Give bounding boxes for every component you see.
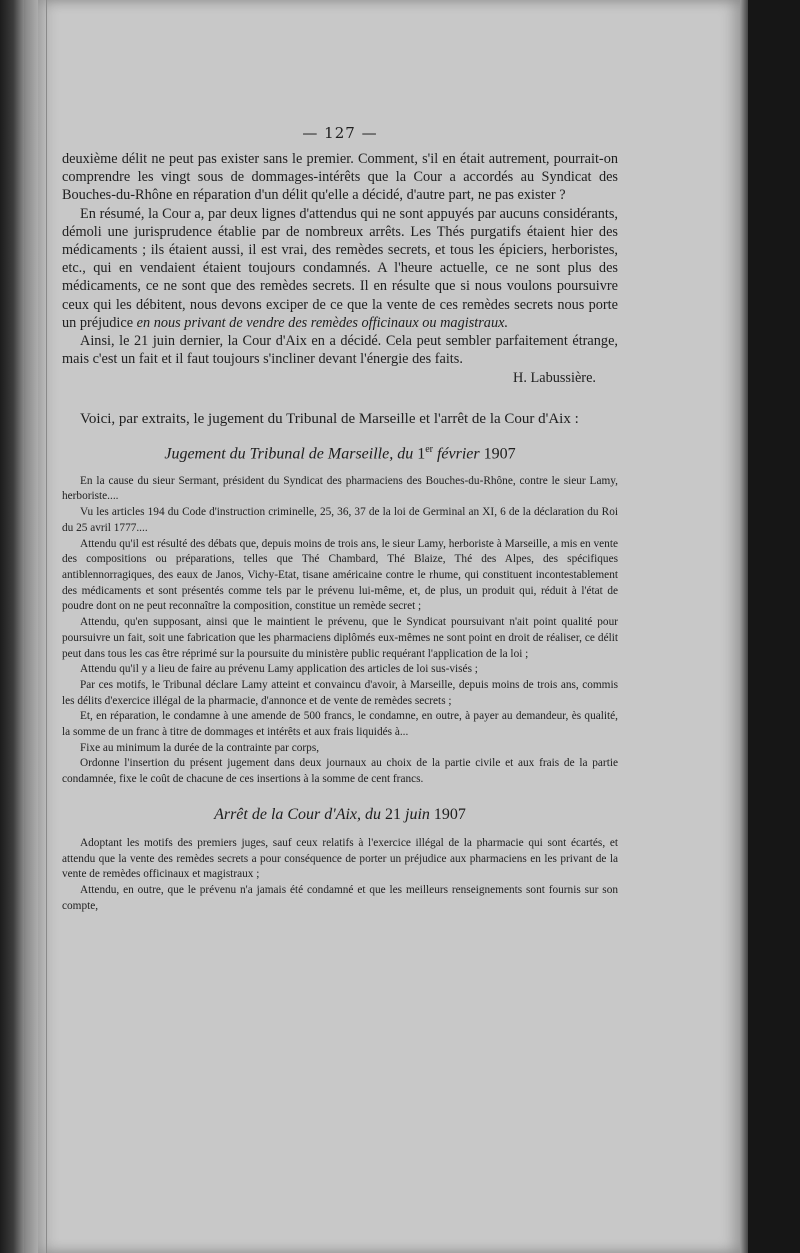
jugement-heading-year: 1907 <box>483 445 516 463</box>
article-paragraph-2-text: En résumé, la Cour a, par deux lignes d'attendus qui ne sont appuyés par aucuns considérants, démoli une jurisprudence établie par de nombreux arrêts. Les Thés purgatifs étaient hier des médicaments ; ils étaient aussi, il est vrai, des remèdes secrets, et tous les épiciers, herboristes, etc., qui en vendaient étaient toujours condamnés. A l'heure actuelle, ce ne sont plus des médicaments, ce ne sont que des remèdes secrets. Il en résulte que si nous voulons poursuivre ceux qui les débitent, nous devons exciper de ce que la vente de ces remèdes secrets nous porte un préjudice <box>62 205 618 331</box>
page-number: — 127 — <box>302 124 378 142</box>
scan-background-right <box>740 0 800 1253</box>
article-paragraph-2-italic: en nous privant de vendre des remèdes officinaux ou magistraux. <box>136 314 509 331</box>
arret-heading-day: 21 <box>385 805 402 823</box>
arret-heading <box>62 806 618 824</box>
page-content <box>62 124 618 914</box>
extracts-intro: Voici, par extraits, le jugement du Tribunal de Marseille et l'arrêt de la Cour d'Aix : <box>80 411 579 428</box>
article-paragraph-3: Ainsi, le 21 juin dernier, la Cour d'Aix en a décidé. Cela peut sembler parfaitement étrange, mais c'est un fait et il faut toujours s'incliner devant l'énergie des faits. <box>62 333 618 368</box>
article-paragraph-1: deuxième délit ne peut pas exister sans le premier. Comment, s'il en était autrement, pourrait-on comprendre les vingt sous de dommages-intérêts que la Cour a accordés au Syndicat des Bouches-du-Rhône en réparation d'un délit qu'elle a décidé, d'autre part, ne pas exister ? <box>62 151 618 204</box>
jugement-paragraph: Attendu, qu'en supposant, ainsi que le maintient le prévenu, que le Syndicat poursuivant n'ait point qualité pour poursuivre un fait, soit une fabrication que les pharmaciens diplômés eux-mêmes ne sont point en droit de réaliser, ce délit peut dans tous les cas être réprimé sur la poursuite du ministère public requérant l'application de la loi ; <box>62 616 618 660</box>
jugement-heading-day: 1 <box>417 445 426 463</box>
jugement-heading <box>62 444 618 463</box>
arret-heading-text: Arrêt de la Cour d'Aix, du <box>214 805 386 823</box>
jugement-paragraph: Attendu qu'il y a lieu de faire au prévenu Lamy application des articles de loi sus-visés ; <box>80 663 478 676</box>
jugement-heading-text: Jugement du Tribunal de Marseille, du <box>164 445 418 463</box>
jugement-heading-month: février <box>432 445 484 463</box>
jugement-paragraph: Ordonne l'insertion du présent jugement dans deux journaux au choix de la partie civile et aux frais de la partie condamnée, fixe le coût de chacune de ces insertions à la somme de cent francs. <box>62 757 618 786</box>
jugement-paragraph: Fixe au minimum la durée de la contrainte par corps, <box>80 741 320 754</box>
jugement-paragraph: Par ces motifs, le Tribunal déclare Lamy atteint et convaincu d'avoir, à Marseille, depuis moins de trois ans, commis les délits d'exercice illégal de la pharmacie, d'annonce et de vente de remèdes secrets ; <box>62 678 618 707</box>
jugement-paragraph: En la cause du sieur Sermant, président du Syndicat des pharmaciens des Bouches-du-Rhône, contre le sieur Lamy, herboriste.... <box>62 474 618 503</box>
jugement-paragraph: Et, en réparation, le condamne à une amende de 500 francs, le condamne, en outre, à payer au demandeur, ès qualité, la somme de un franc à titre de dommages et intérêts et aux frais liquidés à... <box>62 710 618 739</box>
next-page-edge <box>740 0 748 1253</box>
arret-paragraph: Attendu, en outre, que le prévenu n'a jamais été condamné et que les meilleurs renseignements sont fournis sur son compte, <box>62 883 618 912</box>
arret-heading-year: 1907 <box>433 805 466 823</box>
jugement-paragraph: Vu les articles 194 du Code d'instruction criminelle, 25, 36, 37 de la loi de Germinal an XI, 6 de la déclaration du Roi du 25 avril 1777.... <box>62 506 618 534</box>
arret-paragraph: Adoptant les motifs des premiers juges, sauf ceux relatifs à l'exercice illégal de la pharmacie qui sont écartés, et attendu que la vente des remèdes secrets a pour conséquence de porter un préjudice aux pharmaciens en les privant de la vente de remèdes officinaux et magistraux ; <box>62 836 618 881</box>
jugement-heading-sup: er <box>425 444 433 456</box>
jugement-paragraph: Attendu qu'il est résulté des débats que, depuis moins de trois ans, le sieur Lamy, herboriste à Marseille, a mis en vente des compositions ou préparations, telles que Thé Chambard, Thé Blaize, Thé des Alpes, des spécifiques antiblennorragiques, des eaux de Janos, Vichy-Etat, tisane américaine contre le rhume, qui constituent incontestablement des médicaments et sont présentés comme tels par le prévenu lui-même, et, de plus, un produit qui, réduit à l'état de poudre dont on ne peut reconnaître la composition, constitue un remède secret ; <box>62 537 618 613</box>
author-signature: H. Labussière. <box>513 370 596 387</box>
previous-page-edge <box>24 0 47 1253</box>
article-paragraph-2 <box>62 205 618 332</box>
arret-heading-month: juin <box>401 805 434 823</box>
